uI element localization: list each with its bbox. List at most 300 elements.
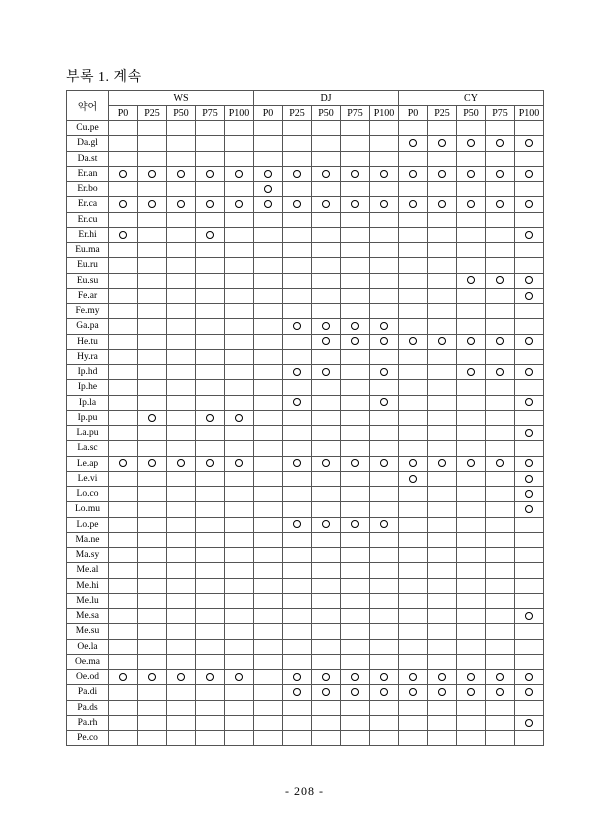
table-row (67, 151, 544, 166)
mark-cell (341, 670, 370, 685)
table-row (67, 319, 544, 334)
table-row (67, 334, 544, 349)
mark-cell (515, 532, 544, 547)
mark-cell (283, 471, 312, 486)
mark-cell (515, 304, 544, 319)
mark-cell (370, 609, 399, 624)
circle-mark-icon (148, 414, 156, 422)
mark-cell (225, 182, 254, 197)
mark-cell (283, 426, 312, 441)
mark-cell (167, 487, 196, 502)
mark-cell (196, 715, 225, 730)
mark-cell (515, 136, 544, 151)
mark-cell (109, 166, 138, 181)
percentile-header: P50 (457, 106, 486, 121)
mark-cell (196, 334, 225, 349)
mark-cell (283, 685, 312, 700)
mark-cell (254, 593, 283, 608)
mark-cell (515, 654, 544, 669)
circle-mark-icon (467, 139, 475, 147)
table-row (67, 578, 544, 593)
circle-mark-icon (322, 520, 330, 528)
mark-cell (254, 426, 283, 441)
mark-cell (312, 731, 341, 746)
mark-cell (312, 624, 341, 639)
mark-cell (457, 609, 486, 624)
mark-cell (457, 304, 486, 319)
circle-mark-icon (264, 170, 272, 178)
mark-cell (138, 166, 167, 181)
mark-cell (457, 349, 486, 364)
mark-cell (399, 151, 428, 166)
mark-cell (399, 532, 428, 547)
mark-cell (167, 654, 196, 669)
mark-cell (109, 670, 138, 685)
mark-cell (109, 319, 138, 334)
mark-cell (486, 166, 515, 181)
mark-cell (196, 654, 225, 669)
table-row (67, 136, 544, 151)
mark-cell (254, 731, 283, 746)
table-row (67, 532, 544, 547)
mark-cell (312, 471, 341, 486)
mark-cell (167, 532, 196, 547)
mark-cell (370, 304, 399, 319)
mark-cell (399, 182, 428, 197)
mark-cell (370, 258, 399, 273)
mark-cell (254, 304, 283, 319)
mark-cell (254, 365, 283, 380)
mark-cell (109, 700, 138, 715)
mark-cell (428, 624, 457, 639)
mark-cell (428, 182, 457, 197)
mark-cell (341, 151, 370, 166)
mark-cell (138, 487, 167, 502)
mark-cell (167, 365, 196, 380)
mark-cell (399, 700, 428, 715)
mark-cell (312, 532, 341, 547)
mark-cell (283, 578, 312, 593)
mark-cell (428, 548, 457, 563)
abbr-cell: Pa.ds (67, 700, 109, 715)
circle-mark-icon (467, 459, 475, 467)
mark-cell (167, 243, 196, 258)
mark-cell (370, 395, 399, 410)
circle-mark-icon (438, 459, 446, 467)
mark-cell (399, 212, 428, 227)
mark-cell (341, 121, 370, 136)
mark-cell (428, 426, 457, 441)
mark-cell (167, 136, 196, 151)
mark-cell (486, 212, 515, 227)
mark-cell (370, 273, 399, 288)
mark-cell (515, 715, 544, 730)
mark-cell (399, 487, 428, 502)
circle-mark-icon (148, 170, 156, 178)
percentile-header: P0 (254, 106, 283, 121)
abbr-cell: Fe.ar (67, 288, 109, 303)
circle-mark-icon (293, 688, 301, 696)
mark-cell (196, 182, 225, 197)
mark-cell (283, 441, 312, 456)
abbr-cell: Eu.ma (67, 243, 109, 258)
group-header-ws: WS (109, 91, 254, 106)
mark-cell (428, 288, 457, 303)
mark-cell (196, 304, 225, 319)
mark-cell (196, 609, 225, 624)
percentile-header: P0 (109, 106, 138, 121)
mark-cell (196, 288, 225, 303)
mark-cell (196, 380, 225, 395)
table-row (67, 639, 544, 654)
mark-cell (370, 227, 399, 242)
mark-cell (341, 456, 370, 471)
mark-cell (341, 609, 370, 624)
mark-cell (457, 700, 486, 715)
mark-cell (225, 441, 254, 456)
mark-cell (254, 471, 283, 486)
abbr-cell: Ip.he (67, 380, 109, 395)
mark-cell (312, 654, 341, 669)
mark-cell (457, 380, 486, 395)
mark-cell (341, 227, 370, 242)
abbr-cell: Ip.la (67, 395, 109, 410)
table-row (67, 563, 544, 578)
mark-cell (109, 624, 138, 639)
mark-cell (167, 731, 196, 746)
table-row (67, 609, 544, 624)
circle-mark-icon (438, 139, 446, 147)
mark-cell (225, 685, 254, 700)
mark-cell (283, 349, 312, 364)
mark-cell (109, 441, 138, 456)
mark-cell (225, 395, 254, 410)
mark-cell (283, 715, 312, 730)
mark-cell (225, 288, 254, 303)
mark-cell (399, 578, 428, 593)
mark-cell (457, 593, 486, 608)
abbr-cell: Ip.pu (67, 410, 109, 425)
table-header (67, 91, 544, 121)
mark-cell (399, 548, 428, 563)
mark-cell (515, 456, 544, 471)
mark-cell (457, 288, 486, 303)
mark-cell (138, 136, 167, 151)
mark-cell (138, 670, 167, 685)
mark-cell (283, 502, 312, 517)
mark-cell (109, 182, 138, 197)
mark-cell (486, 288, 515, 303)
mark-cell (225, 517, 254, 532)
mark-cell (312, 685, 341, 700)
mark-cell (138, 654, 167, 669)
mark-cell (167, 670, 196, 685)
mark-cell (312, 319, 341, 334)
circle-mark-icon (496, 200, 504, 208)
circle-mark-icon (467, 170, 475, 178)
circle-mark-icon (119, 170, 127, 178)
circle-mark-icon (409, 475, 417, 483)
mark-cell (109, 471, 138, 486)
abbr-cell: Pa.rh (67, 715, 109, 730)
mark-cell (138, 593, 167, 608)
percentile-header: P50 (312, 106, 341, 121)
mark-cell (109, 380, 138, 395)
table-row (67, 700, 544, 715)
mark-cell (457, 121, 486, 136)
mark-cell (428, 410, 457, 425)
mark-cell (167, 288, 196, 303)
circle-mark-icon (235, 459, 243, 467)
mark-cell (370, 685, 399, 700)
mark-cell (457, 182, 486, 197)
mark-cell (283, 731, 312, 746)
mark-cell (138, 365, 167, 380)
mark-cell (254, 517, 283, 532)
circle-mark-icon (235, 673, 243, 681)
mark-cell (515, 685, 544, 700)
mark-cell (167, 380, 196, 395)
abbr-cell: Er.an (67, 166, 109, 181)
table-row (67, 487, 544, 502)
mark-cell (428, 593, 457, 608)
mark-cell (399, 441, 428, 456)
mark-cell (341, 365, 370, 380)
mark-cell (399, 273, 428, 288)
mark-cell (254, 441, 283, 456)
group-header-cy: CY (399, 91, 544, 106)
abbr-cell: Me.su (67, 624, 109, 639)
mark-cell (109, 304, 138, 319)
mark-cell (254, 456, 283, 471)
mark-cell (312, 243, 341, 258)
mark-cell (283, 319, 312, 334)
circle-mark-icon (293, 368, 301, 376)
mark-cell (167, 578, 196, 593)
abbr-cell: Oe.ma (67, 654, 109, 669)
mark-cell (138, 243, 167, 258)
circle-mark-icon (206, 231, 214, 239)
mark-cell (196, 136, 225, 151)
circle-mark-icon (322, 170, 330, 178)
abbr-cell: Oe.la (67, 639, 109, 654)
mark-cell (167, 395, 196, 410)
mark-cell (312, 227, 341, 242)
percentile-header-row (67, 106, 544, 121)
mark-cell (283, 654, 312, 669)
mark-cell (399, 593, 428, 608)
table-row (67, 426, 544, 441)
mark-cell (515, 441, 544, 456)
mark-cell (167, 609, 196, 624)
circle-mark-icon (525, 231, 533, 239)
mark-cell (486, 517, 515, 532)
mark-cell (399, 136, 428, 151)
mark-cell (225, 563, 254, 578)
mark-cell (283, 456, 312, 471)
mark-cell (138, 304, 167, 319)
mark-cell (312, 715, 341, 730)
abbr-cell: Me.lu (67, 593, 109, 608)
abbr-cell: Er.ca (67, 197, 109, 212)
mark-cell (225, 365, 254, 380)
table-row (67, 273, 544, 288)
mark-cell (370, 380, 399, 395)
mark-cell (167, 471, 196, 486)
circle-mark-icon (119, 231, 127, 239)
abbr-cell: Ma.ne (67, 532, 109, 547)
mark-cell (515, 197, 544, 212)
mark-cell (341, 410, 370, 425)
table-row (67, 410, 544, 425)
mark-cell (370, 654, 399, 669)
mark-cell (312, 395, 341, 410)
circle-mark-icon (525, 475, 533, 483)
mark-cell (370, 471, 399, 486)
circle-mark-icon (496, 139, 504, 147)
mark-cell (196, 487, 225, 502)
mark-cell (196, 624, 225, 639)
mark-cell (486, 395, 515, 410)
mark-cell (283, 548, 312, 563)
table-row (67, 670, 544, 685)
mark-cell (283, 121, 312, 136)
mark-cell (138, 197, 167, 212)
mark-cell (109, 502, 138, 517)
mark-cell (283, 182, 312, 197)
mark-cell (428, 502, 457, 517)
mark-cell (486, 334, 515, 349)
mark-cell (457, 563, 486, 578)
mark-cell (428, 563, 457, 578)
mark-cell (196, 639, 225, 654)
mark-cell (196, 502, 225, 517)
mark-cell (457, 426, 486, 441)
mark-cell (225, 593, 254, 608)
mark-cell (196, 456, 225, 471)
mark-cell (486, 700, 515, 715)
mark-cell (109, 715, 138, 730)
mark-cell (283, 136, 312, 151)
table-row (67, 456, 544, 471)
abbr-cell: Pe.co (67, 731, 109, 746)
mark-cell (399, 517, 428, 532)
mark-cell (457, 227, 486, 242)
circle-mark-icon (409, 688, 417, 696)
abbr-cell: Er.bo (67, 182, 109, 197)
mark-cell (486, 563, 515, 578)
mark-cell (341, 517, 370, 532)
mark-cell (370, 365, 399, 380)
abbr-cell: La.pu (67, 426, 109, 441)
mark-cell (486, 548, 515, 563)
mark-cell (341, 273, 370, 288)
circle-mark-icon (496, 673, 504, 681)
abbr-cell: Ma.sy (67, 548, 109, 563)
circle-mark-icon (409, 673, 417, 681)
mark-cell (341, 731, 370, 746)
mark-cell (254, 395, 283, 410)
mark-cell (515, 258, 544, 273)
mark-cell (486, 182, 515, 197)
circle-mark-icon (351, 520, 359, 528)
mark-cell (283, 197, 312, 212)
mark-cell (167, 639, 196, 654)
mark-cell (486, 639, 515, 654)
abbr-cell: Cu.pe (67, 121, 109, 136)
circle-mark-icon (409, 139, 417, 147)
mark-cell (515, 609, 544, 624)
mark-cell (457, 456, 486, 471)
mark-cell (515, 349, 544, 364)
mark-cell (486, 685, 515, 700)
mark-cell (428, 334, 457, 349)
circle-mark-icon (206, 459, 214, 467)
mark-cell (167, 593, 196, 608)
mark-cell (196, 410, 225, 425)
mark-cell (370, 121, 399, 136)
mark-cell (486, 502, 515, 517)
mark-cell (370, 731, 399, 746)
mark-cell (196, 319, 225, 334)
mark-cell (312, 136, 341, 151)
mark-cell (399, 502, 428, 517)
mark-cell (254, 654, 283, 669)
mark-cell (515, 121, 544, 136)
table-row (67, 197, 544, 212)
circle-mark-icon (264, 185, 272, 193)
mark-cell (254, 227, 283, 242)
circle-mark-icon (525, 170, 533, 178)
mark-cell (283, 700, 312, 715)
mark-cell (312, 410, 341, 425)
mark-cell (312, 151, 341, 166)
mark-cell (486, 654, 515, 669)
mark-cell (196, 517, 225, 532)
mark-cell (138, 334, 167, 349)
abbr-cell: Me.al (67, 563, 109, 578)
mark-cell (196, 243, 225, 258)
mark-cell (225, 548, 254, 563)
mark-cell (138, 273, 167, 288)
mark-cell (109, 258, 138, 273)
mark-cell (312, 182, 341, 197)
mark-cell (399, 349, 428, 364)
mark-cell (341, 212, 370, 227)
mark-cell (370, 151, 399, 166)
mark-cell (283, 243, 312, 258)
mark-cell (428, 365, 457, 380)
mark-cell (312, 258, 341, 273)
mark-cell (370, 639, 399, 654)
mark-cell (341, 182, 370, 197)
mark-cell (486, 670, 515, 685)
mark-cell (196, 532, 225, 547)
mark-cell (428, 700, 457, 715)
mark-cell (486, 426, 515, 441)
mark-cell (486, 593, 515, 608)
mark-cell (341, 685, 370, 700)
mark-cell (109, 243, 138, 258)
mark-cell (486, 121, 515, 136)
mark-cell (167, 258, 196, 273)
mark-cell (109, 136, 138, 151)
mark-cell (312, 456, 341, 471)
percentile-header: P25 (428, 106, 457, 121)
mark-cell (370, 441, 399, 456)
table-row (67, 395, 544, 410)
mark-cell (457, 197, 486, 212)
